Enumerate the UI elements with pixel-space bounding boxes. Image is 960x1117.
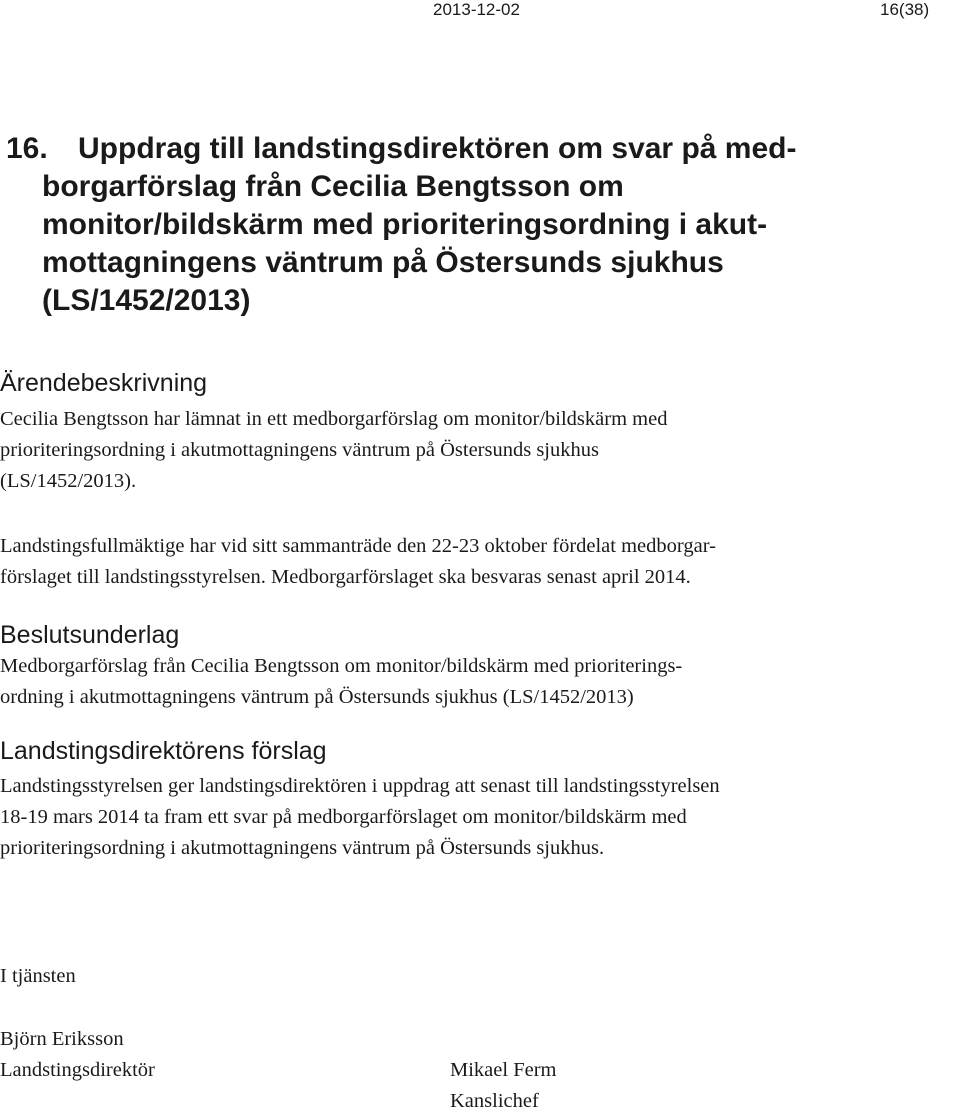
paragraph-line: (LS/1452/2013). (0, 470, 137, 492)
assignment-paragraph (0, 531, 716, 593)
signatory-role: Kanslichef (450, 1090, 539, 1112)
paragraph-line: förslaget till landstingsstyrelsen. Medborgarförslaget ska besvaras senast april 2014. (0, 566, 691, 588)
title-line: (LS/1452/2013) (42, 284, 251, 317)
paragraph-line: Medborgarförslag från Cecilia Bengtsson om monitor/bildskärm med prioriterings- (0, 655, 683, 677)
signature-intro: I tjänsten (0, 965, 76, 987)
agenda-item-title (6, 130, 906, 320)
paragraph-line: 18-19 mars 2014 ta fram ett svar på medborgarförslaget om monitor/bildskärm med (0, 806, 687, 828)
agenda-item-number: 16. (6, 132, 48, 165)
title-line: mottagningens väntrum på Östersunds sjukhus (42, 246, 724, 279)
signatory-name: Mikael Ferm (450, 1059, 557, 1081)
proposal-paragraph (0, 771, 720, 864)
paragraph-line: prioriteringsordning i akutmottagningens väntrum på Östersunds sjukhus (0, 439, 599, 461)
title-line: monitor/bildskärm med prioriteringsordning i akut- (42, 208, 768, 241)
paragraph-line: Landstingsstyrelsen ger landstingsdirektören i uppdrag att senast till landstingsstyrelsen (0, 775, 720, 797)
title-line: Uppdrag till landstingsdirektören om svar på med- (78, 132, 797, 165)
section-heading-arendebeskrivning: Ärendebeskrivning (0, 369, 208, 397)
decision-basis-paragraph (0, 651, 682, 713)
paragraph-line: prioriteringsordning i akutmottagningens väntrum på Östersunds sjukhus. (0, 837, 605, 859)
page-number: 16(38) (880, 0, 930, 19)
section-heading-forslag: Landstingsdirektörens förslag (0, 737, 327, 765)
case-description-paragraph (0, 404, 667, 497)
signatory-role: Landstingsdirektör (0, 1059, 155, 1081)
paragraph-line: Landstingsfullmäktige har vid sitt sammanträde den 22-23 oktober fördelat medborgar- (0, 535, 716, 557)
paragraph-line: Cecilia Bengtsson har lämnat in ett medborgarförslag om monitor/bildskärm med (0, 408, 668, 430)
paragraph-line: ordning i akutmottagningens väntrum på Östersunds sjukhus (LS/1452/2013) (0, 686, 634, 708)
signature-right (450, 1055, 556, 1117)
document-date: 2013-12-02 (433, 0, 520, 19)
title-line: borgarförslag från Cecilia Bengtsson om (42, 170, 624, 203)
signatory-name: Björn Eriksson (0, 1028, 124, 1050)
signature-left (0, 1024, 155, 1086)
section-heading-beslutsunderlag: Beslutsunderlag (0, 621, 180, 649)
